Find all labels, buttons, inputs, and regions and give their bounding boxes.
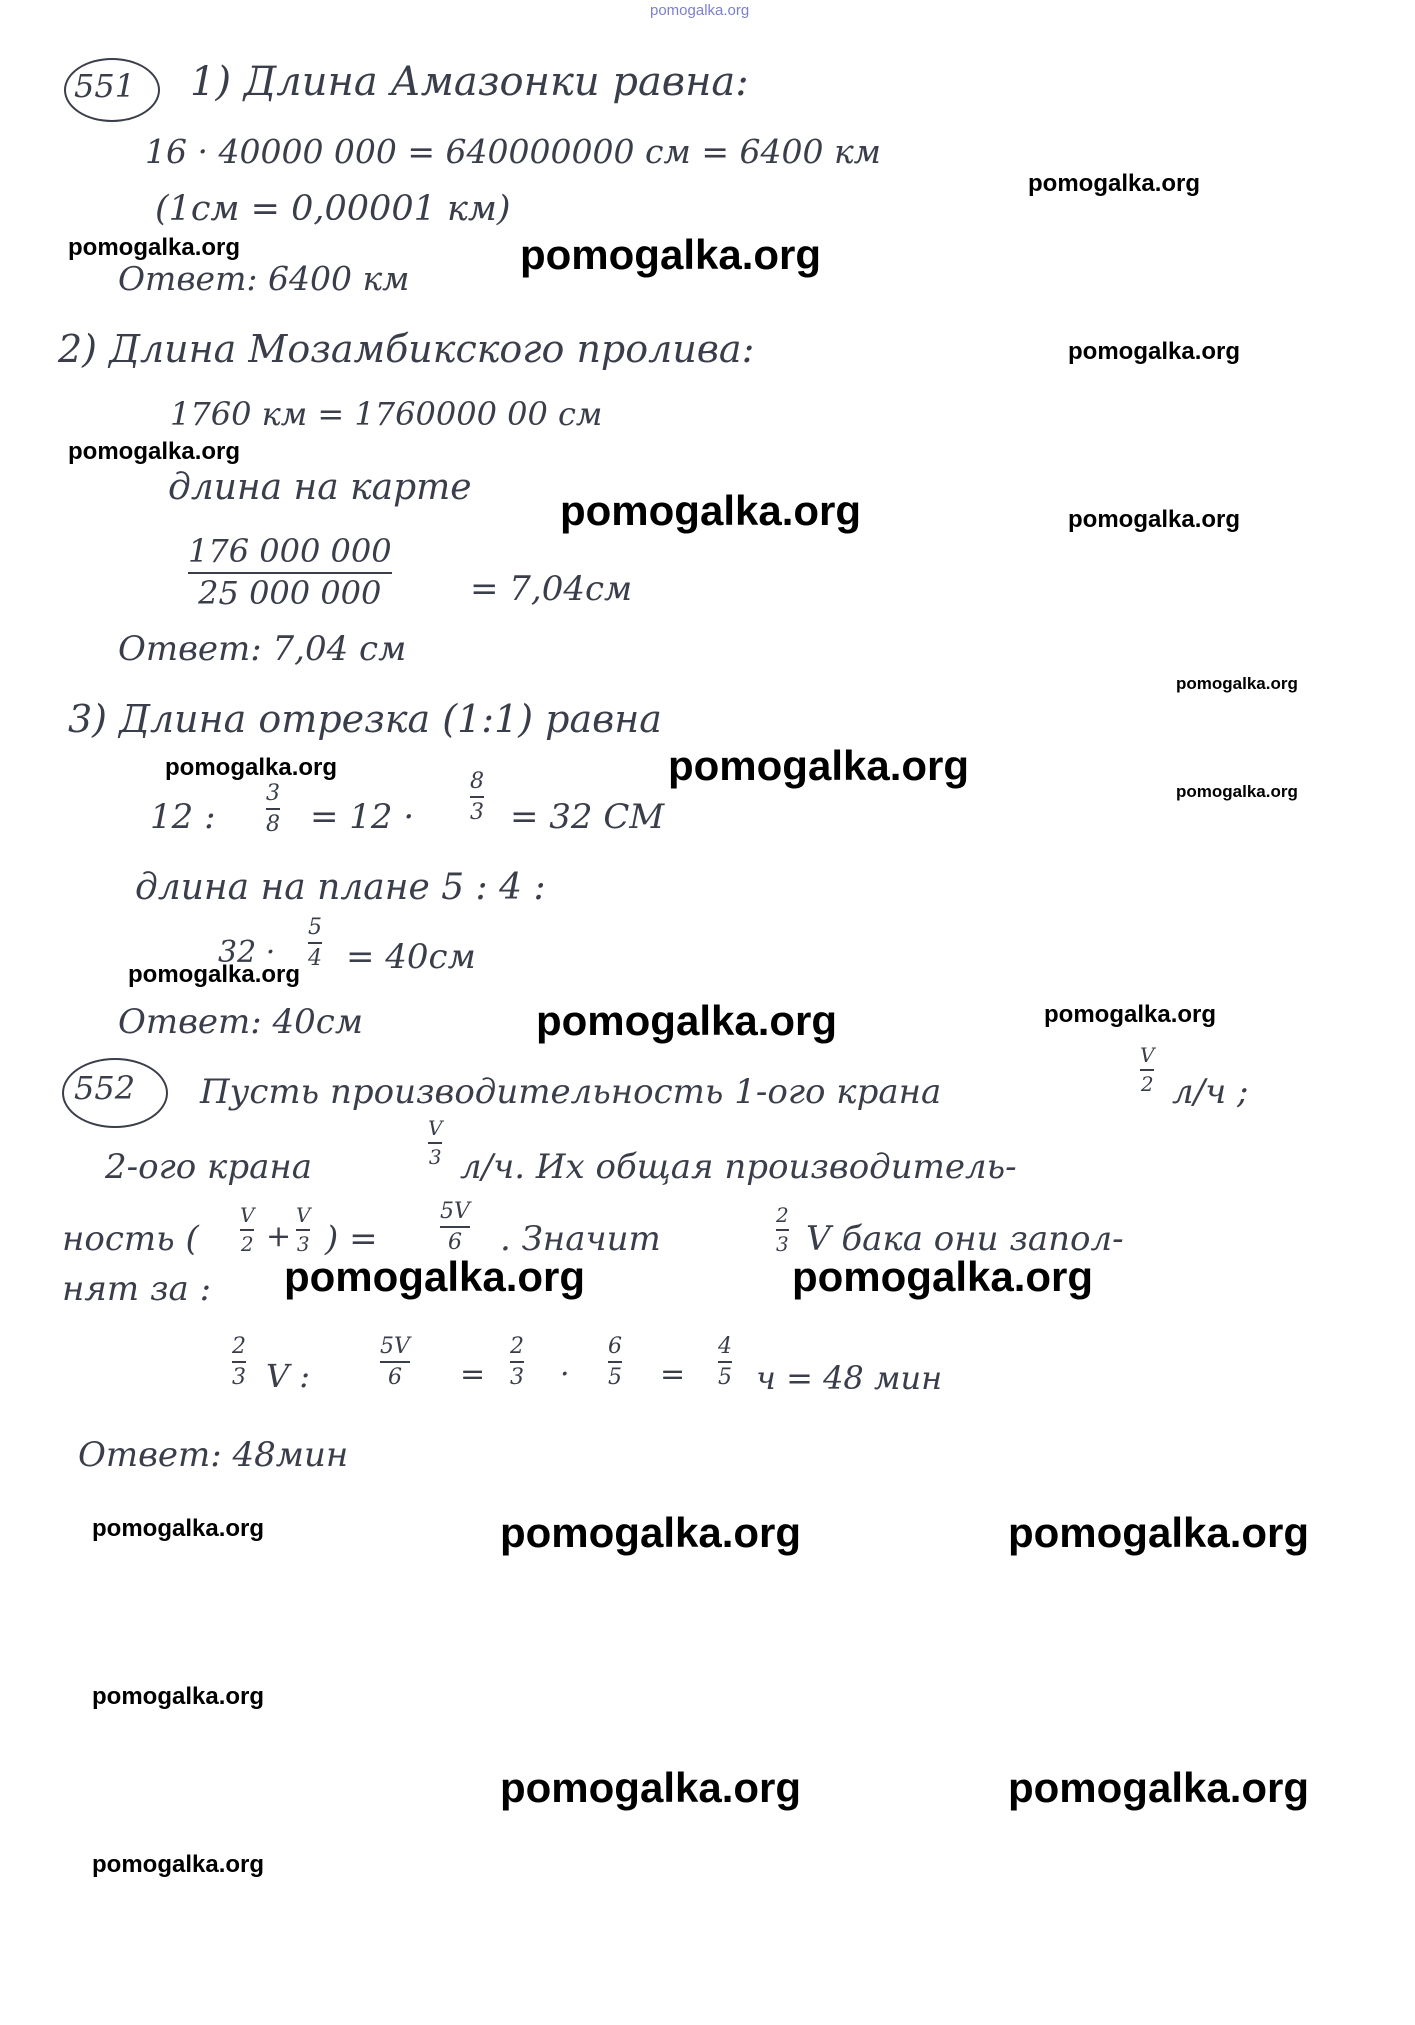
fraction-numerator: V — [1140, 1043, 1155, 1067]
fraction-bar — [718, 1361, 732, 1363]
eq-part-a: V : — [266, 1357, 311, 1395]
fraction-denominator: 25 000 000 — [198, 573, 382, 612]
fraction-5v-6 — [440, 1200, 470, 1254]
fraction-numerator: V — [240, 1203, 255, 1227]
fraction-v-2 — [1140, 1045, 1154, 1095]
problem-number-552: 552 — [74, 1069, 136, 1107]
fraction-numerator: 3 — [266, 781, 280, 806]
eq-fraction-5v-6 — [380, 1335, 410, 1389]
fraction-numerator: 8 — [470, 769, 484, 794]
line-551-7: длина на карте — [168, 467, 472, 508]
eq-fraction-2-3b — [510, 1335, 524, 1389]
line-551-9: 3) Длина отрезка (1:1) равна — [68, 697, 662, 741]
fraction-numerator: 5V — [440, 1199, 470, 1224]
fraction-numerator: 6 — [608, 1334, 622, 1359]
eq-part-d: = — [660, 1357, 686, 1392]
fraction-denominator: 8 — [266, 812, 280, 838]
watermark: pomogalka.org — [128, 961, 301, 988]
fraction-bar — [232, 1361, 246, 1363]
watermark: pomogalka.org — [560, 487, 862, 534]
fraction-denominator: 2 — [1140, 1072, 1154, 1096]
fraction-bar — [266, 808, 280, 810]
watermark: pomogalka.org — [1044, 1001, 1217, 1028]
fraction-bar — [470, 796, 484, 798]
fraction-bar — [296, 1229, 310, 1231]
fraction-result-551-2: = 7,04см — [470, 569, 633, 609]
line-552-2b: л/ч. Их общая производитель- — [460, 1147, 1017, 1187]
line-552-1b: л/ч ; — [1172, 1072, 1249, 1112]
fraction-map-length — [188, 532, 392, 612]
line-551-10: длина на плане 5 : 4 : — [135, 867, 546, 908]
watermark: pomogalka.org — [92, 1683, 265, 1710]
fraction-numerator: 176 000 000 — [188, 532, 392, 570]
fraction-denominator: 5 — [608, 1365, 622, 1391]
expr-551-3-result: = 32 СМ — [510, 797, 665, 837]
plus-sign: + — [266, 1219, 292, 1254]
expr-551-4-start: 32 · — [218, 935, 276, 970]
fraction-numerator: 2 — [776, 1203, 789, 1227]
fraction-5-4 — [308, 916, 322, 970]
watermark: pomogalka.org — [92, 1851, 265, 1878]
eq-part-b: = — [460, 1357, 486, 1392]
fraction-numerator: 5 — [308, 915, 322, 940]
expr-551-4-result: = 40см — [346, 937, 476, 977]
eq-part-c: · — [560, 1357, 570, 1392]
answer-552: Ответ: 48мин — [78, 1435, 349, 1475]
watermark: pomogalka.org — [92, 1515, 265, 1542]
fraction-denominator: 6 — [387, 1365, 402, 1391]
fraction-8-3 — [470, 770, 484, 824]
watermark: pomogalka.org — [536, 997, 838, 1044]
line-551-8: Ответ: 7,04 см — [118, 629, 407, 669]
fraction-numerator: V — [296, 1203, 311, 1227]
line-552-2a: 2-ого крана — [105, 1147, 313, 1187]
watermark: pomogalka.org — [500, 1509, 802, 1556]
line-552-3b: ) = — [325, 1219, 378, 1259]
watermark: pomogalka.org — [520, 231, 822, 278]
fraction-denominator: 5 — [718, 1365, 732, 1391]
fraction-denominator: 3 — [428, 1145, 442, 1169]
expr-551-3-start: 12 : — [150, 797, 216, 837]
line-551-5: 2) Длина Мозамбикского пролива: — [58, 327, 755, 371]
line-552-3a: ность ( — [62, 1219, 199, 1259]
fraction-numerator: 4 — [718, 1334, 732, 1359]
fraction-numerator: 5V — [380, 1334, 410, 1359]
fraction-bar — [428, 1142, 442, 1144]
fraction-bar — [440, 1226, 470, 1228]
fraction-bar — [608, 1361, 622, 1363]
line-552-1a: Пусть производительность 1-ого крана — [200, 1072, 942, 1112]
fraction-denominator: 2 — [240, 1232, 254, 1256]
watermark: pomogalka.org — [500, 1764, 802, 1811]
line-551-2: 16 · 40000 000 = 640000000 см = 6400 км — [145, 132, 882, 171]
eq-fraction-4-5 — [718, 1335, 732, 1389]
line-552-4: нят за : — [62, 1269, 212, 1309]
fraction-denominator: 3 — [232, 1365, 246, 1391]
fraction-denominator: 3 — [776, 1232, 789, 1256]
line-551-4: Ответ: 6400 км — [118, 259, 410, 298]
fraction-bar — [510, 1361, 524, 1363]
line-551-1: 1) Длина Амазонки равна: — [190, 59, 749, 105]
fraction-2-3 — [776, 1205, 789, 1255]
watermark: pomogalka.org — [1008, 1764, 1310, 1811]
fraction-bar — [308, 942, 322, 944]
line-551-3: (1см = 0,00001 км) — [155, 189, 511, 229]
fraction-bar — [240, 1229, 254, 1231]
fraction-denominator: 3 — [470, 800, 484, 826]
line-552-3c: . Значит — [500, 1219, 661, 1259]
watermark: pomogalka.org — [1176, 674, 1298, 693]
watermark: pomogalka.org — [1068, 506, 1241, 533]
fraction-bar — [1140, 1069, 1154, 1071]
header-site-link[interactable]: pomogalka.org — [650, 2, 750, 19]
watermark: pomogalka.org — [165, 754, 338, 781]
fraction-v-2-sum — [240, 1205, 254, 1255]
line-551-11: Ответ: 40см — [118, 1002, 364, 1042]
fraction-denominator: 6 — [447, 1230, 462, 1256]
fraction-denominator: 3 — [510, 1365, 524, 1391]
watermark: pomogalka.org — [68, 438, 241, 465]
fraction-denominator: 4 — [308, 946, 322, 972]
fraction-denominator: 3 — [296, 1232, 310, 1256]
fraction-numerator: 2 — [510, 1334, 524, 1359]
fraction-3-8 — [266, 782, 280, 836]
watermark: pomogalka.org — [284, 1253, 586, 1300]
watermark: pomogalka.org — [792, 1253, 1094, 1300]
fraction-numerator: V — [428, 1116, 443, 1140]
fraction-bar — [380, 1361, 410, 1363]
watermark: pomogalka.org — [1028, 170, 1201, 197]
expr-551-3-mid: = 12 · — [310, 797, 415, 837]
watermark: pomogalka.org — [68, 234, 241, 261]
fraction-v-3-sum — [296, 1205, 310, 1255]
problem-number-551: 551 — [74, 67, 136, 105]
watermark: pomogalka.org — [1008, 1509, 1310, 1556]
watermark: pomogalka.org — [668, 742, 970, 789]
eq-fraction-2-3 — [232, 1335, 246, 1389]
fraction-bar — [776, 1229, 789, 1231]
watermark: pomogalka.org — [1176, 782, 1298, 801]
line-552-3d: V бака они запол- — [806, 1219, 1124, 1259]
eq-part-e: ч = 48 мин — [756, 1359, 943, 1397]
watermark: pomogalka.org — [1068, 338, 1241, 365]
fraction-v-3 — [428, 1118, 442, 1168]
fraction-numerator: 2 — [232, 1334, 246, 1359]
eq-fraction-6-5 — [608, 1335, 622, 1389]
line-551-6: 1760 км = 1760000 00 см — [170, 395, 603, 433]
